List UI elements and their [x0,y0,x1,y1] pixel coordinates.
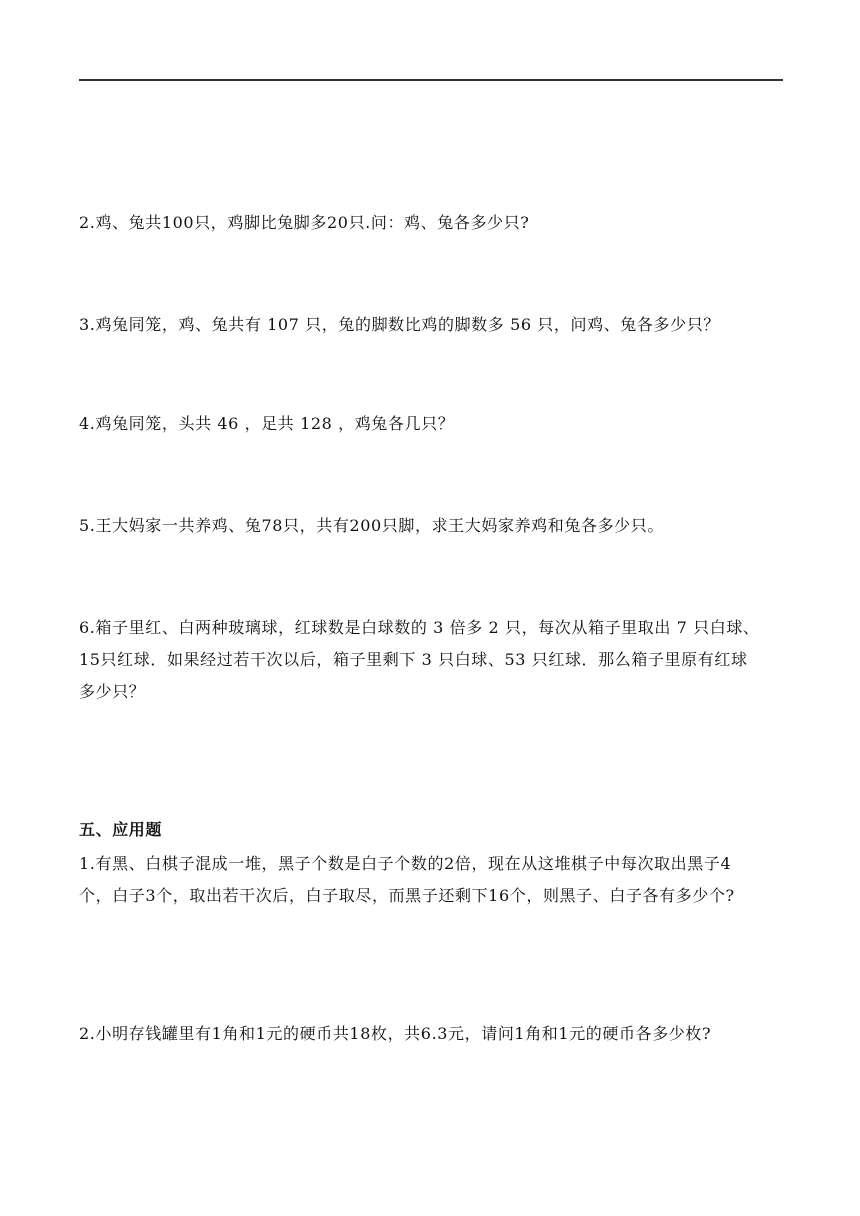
application-question-2-coins: 2.小明存钱罐里有1角和1元的硬币共18枚，共6.3元，请问1角和1元的硬币各多少枚? [79,1024,712,1043]
question-6-line-1: 6.箱子里红、白两种玻璃球，红球数是白球数的 3 倍多 2 只，每次从箱子里取出 7 只白球、 [79,618,760,637]
question-3-chickens-rabbits: 3.鸡兔同笼，鸡、兔共有 107 只，兔的脚数比鸡的脚数多 56 只，问鸡、兔各多少只？ [79,315,720,334]
question-4-chickens-rabbits: 4.鸡兔同笼，头共 46 ，足共 128 ，鸡兔各几只？ [79,414,455,433]
application-question-1-line-1: 1.有黑、白棋子混成一堆，黑子个数是白子个数的2倍，现在从这堆棋子中每次取出黑子4 [79,854,732,873]
question-6-line-3: 多少只？ [79,682,146,701]
question-6-glass-balls [79,612,783,708]
question-6-line-2: 15只红球．如果经过若干次以后，箱子里剩下 3 只白球、53 只红球．那么箱子里原有红球 [79,650,748,669]
application-question-1-line-2: 个，白子3个，取出若干次后，白子取尽，而黑子还剩下16个，则黑子、白子各有多少个? [79,886,735,905]
question-2-chickens-rabbits: 2.鸡、兔共100只，鸡脚比兔脚多20只.问：鸡、兔各多少只? [79,213,530,232]
application-question-1-chess-pieces [79,848,783,912]
question-5-wang-dama: 5.王大妈家一共养鸡、兔78只，共有200只脚，求王大妈家养鸡和兔各多少只。 [79,516,664,535]
header-rule [79,79,783,81]
section-heading-applications: 五、应用题 [79,820,163,839]
